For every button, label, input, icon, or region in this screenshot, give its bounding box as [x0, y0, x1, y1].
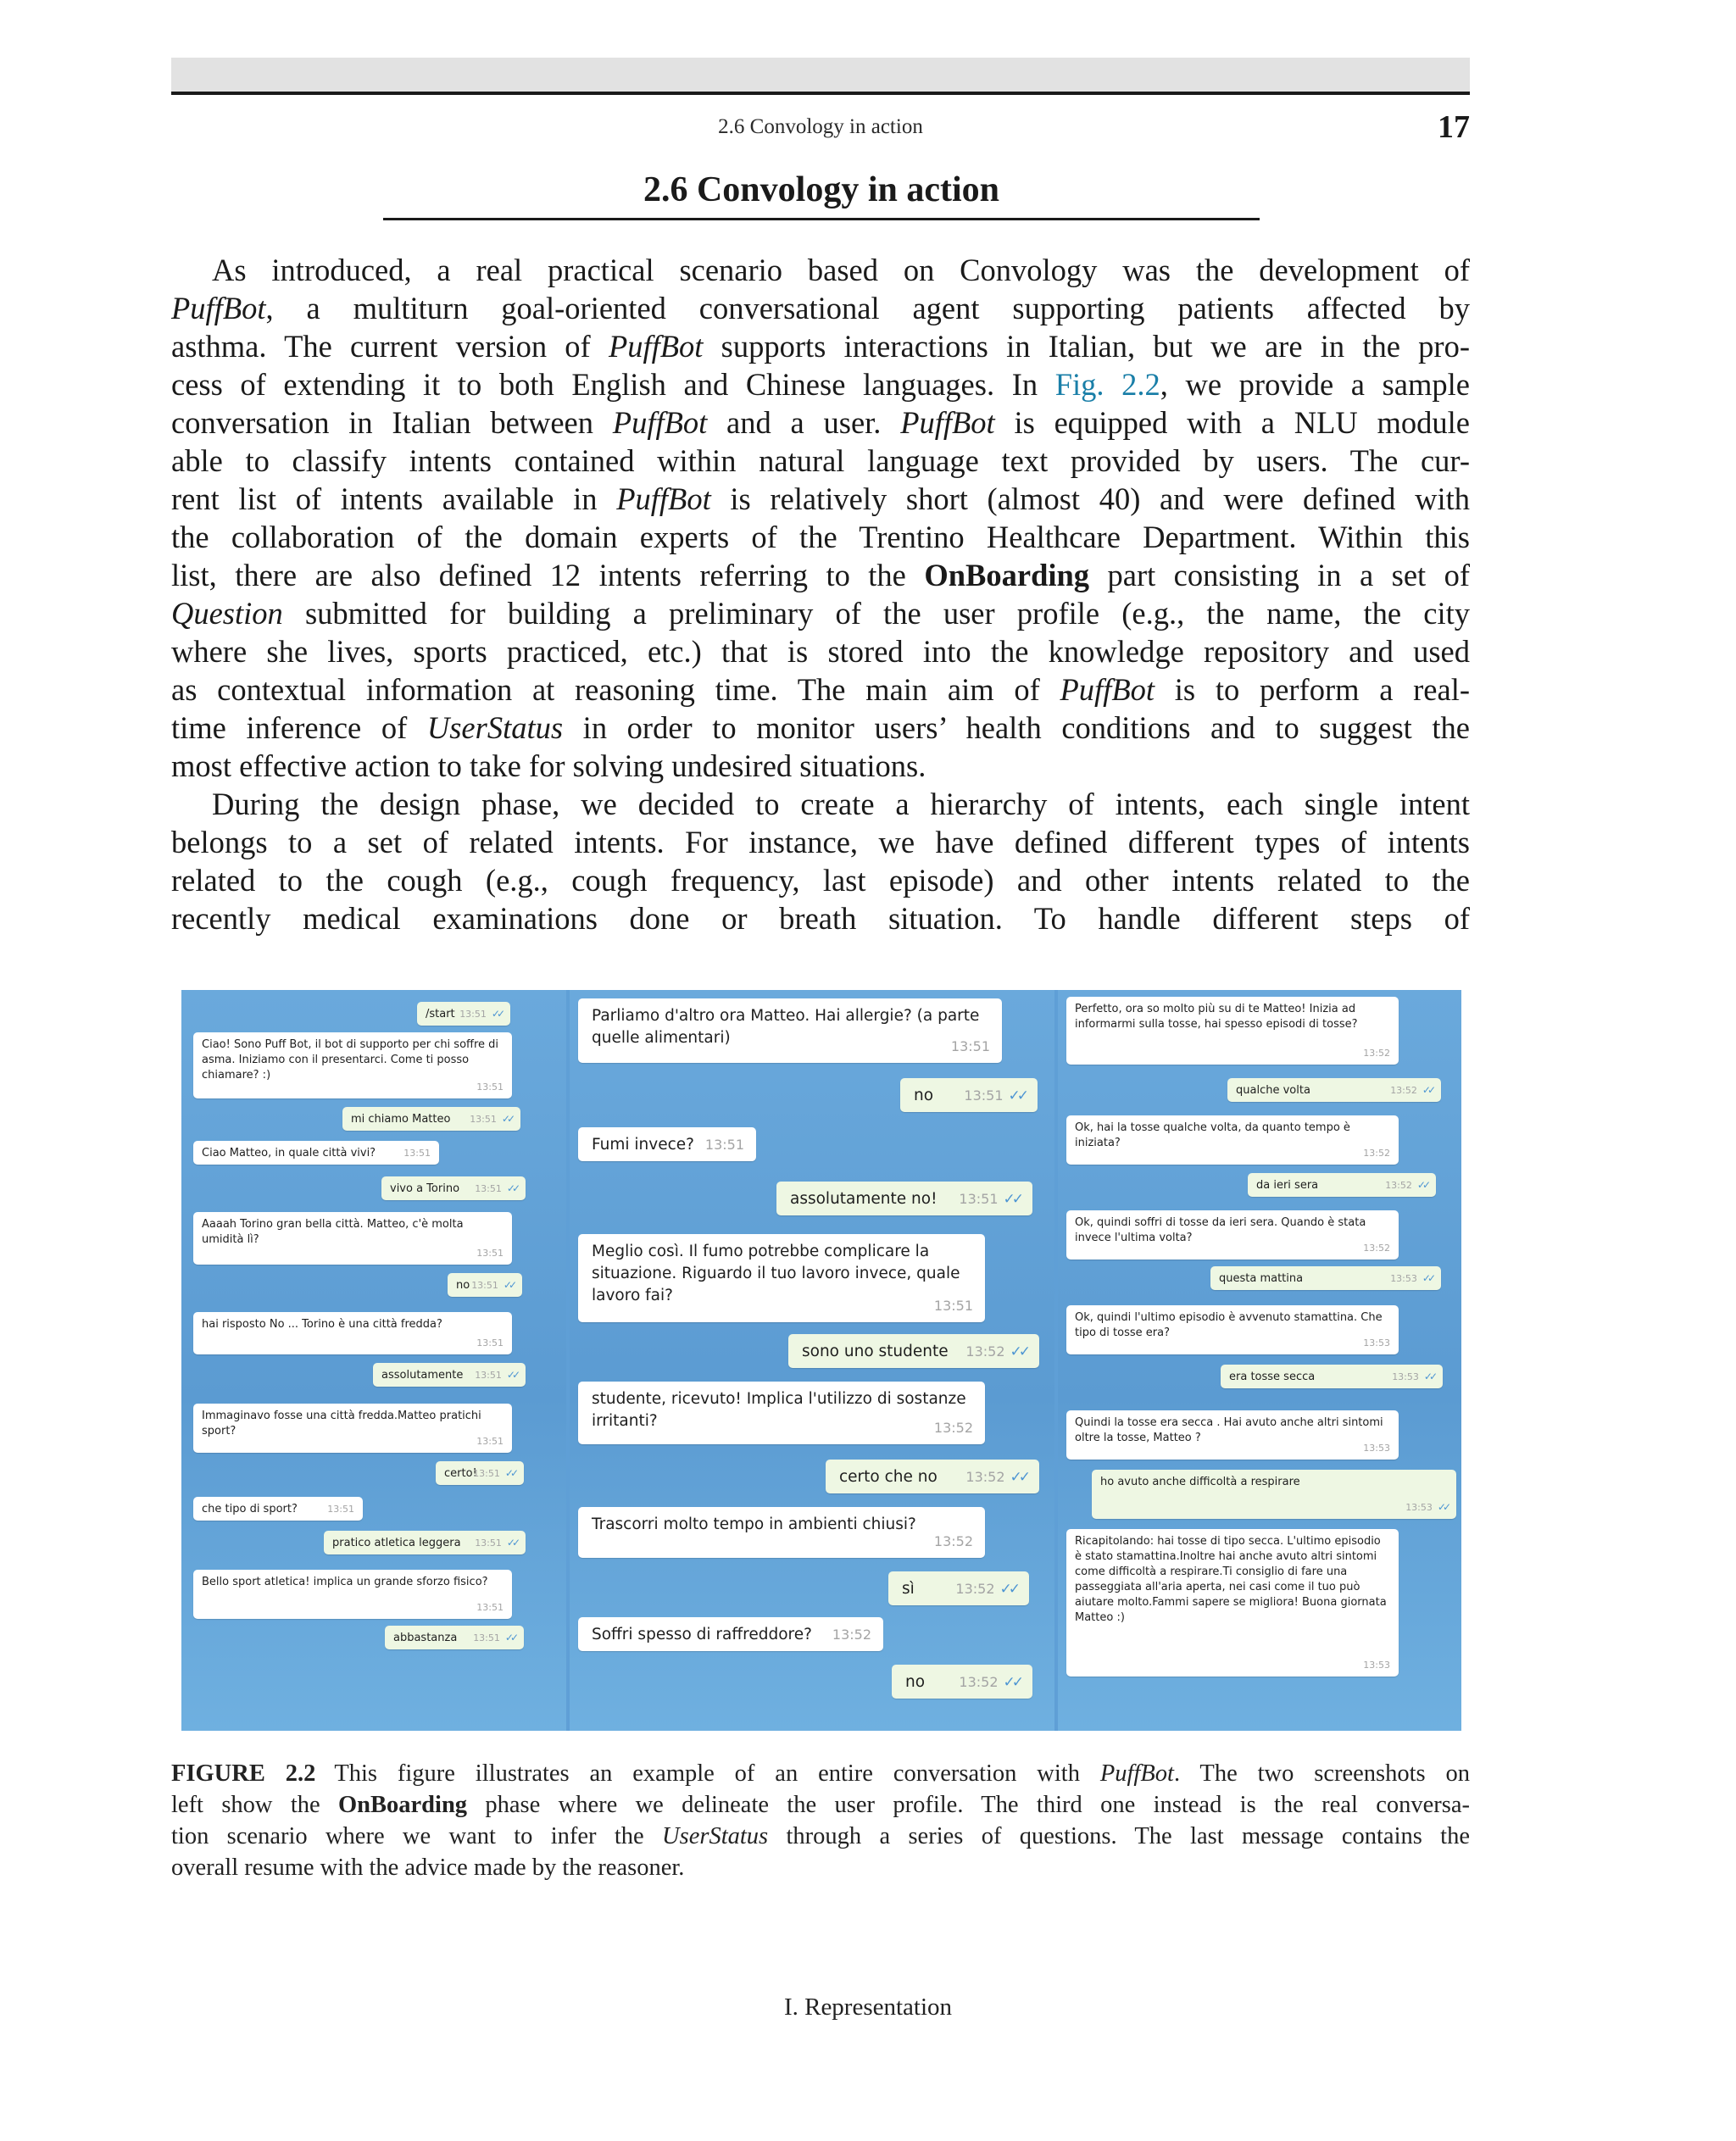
double-check-icon: ✓✓: [1010, 1343, 1027, 1360]
chat-message-user: [373, 1363, 526, 1387]
chat-message-text: questa mattina: [1219, 1272, 1304, 1285]
chat-message-user: [1221, 1365, 1443, 1388]
chat-message-time: 13:51: [475, 1183, 502, 1194]
chat-message-time: 13:51: [473, 1632, 500, 1643]
chat-message-meta: [964, 1085, 1026, 1107]
running-head: [171, 109, 1470, 146]
body-line: During the design phase, we decided to create a hierarchy of intents, each single intent: [212, 787, 1470, 821]
double-check-icon: ✓✓: [506, 1369, 517, 1381]
body-line: related to the cough (e.g., cough frequency, last episode) and other intents related to the: [171, 863, 1470, 898]
chat-message-meta: [959, 1671, 1021, 1693]
double-check-icon: ✓✓: [506, 1537, 517, 1549]
double-check-icon: ✓✓: [1422, 1084, 1433, 1096]
chat-message-text: qualche volta: [1236, 1084, 1310, 1097]
body-line: conversation in Italian between PuffBot and a user. PuffBot is equipped with a NLU module: [171, 405, 1471, 440]
chat-message-user: [900, 1078, 1038, 1112]
double-check-icon: ✓✓: [1003, 1674, 1021, 1691]
chat-message-user: [342, 1107, 520, 1131]
double-check-icon: ✓✓: [1422, 1272, 1433, 1284]
chat-message-text: certo!: [444, 1467, 477, 1480]
chat-message-text: Quindi la tosse era secca . Hai avuto anche altri sintomi oltre la tosse, Matteo ?: [1075, 1416, 1383, 1444]
chat-message-time: 13:52: [1363, 1243, 1390, 1254]
body-line: most effective action to take for solving undesired situations.: [171, 748, 926, 783]
chat-message-bot: [578, 1234, 985, 1322]
chat-message-user: [888, 1571, 1029, 1605]
chat-message-text: Perfetto, ora so molto più su di te Matteo! Inizia ad informarmi sulla tosse, hai spesso episodi di tosse?: [1075, 1003, 1358, 1031]
chat-message-meta: [1390, 1082, 1433, 1098]
chat-message-time: 13:52: [1385, 1180, 1412, 1191]
chat-message-time: 13:51: [475, 1370, 502, 1381]
body-line: asthma. The current version of PuffBot supports interactions in Italian, but we are in the pro-: [171, 329, 1470, 364]
chat-message-bot: [193, 1212, 512, 1265]
chat-message-time: 13:52: [965, 1469, 1005, 1485]
chat-message-text: Meglio così. Il fumo potrebbe complicare la situazione. Riguardo il tuo lavoro invece, quale lavoro fai?: [592, 1243, 960, 1304]
double-check-icon: ✓✓: [503, 1279, 514, 1291]
chat-message-time: 13:53: [1405, 1502, 1433, 1513]
chat-message-meta: [473, 1465, 515, 1482]
chat-message-time: 13:52: [965, 1343, 1005, 1360]
body-line: rent list of intents available in PuffBot is relatively short (almost 40) and were defined with: [171, 481, 1470, 516]
chat-message-bot: [578, 1507, 985, 1558]
chat-message-bot: [1066, 997, 1399, 1065]
double-check-icon: ✓✓: [1437, 1501, 1448, 1513]
chat-message-time: 13:51: [476, 1248, 504, 1259]
chat-message-meta: [473, 1630, 515, 1646]
chat-message-time: 13:52: [1363, 1148, 1390, 1159]
chat-message-meta: [475, 1181, 517, 1197]
chat-message-user: [324, 1531, 526, 1554]
chat-message-text: Ok, hai la tosse qualche volta, da quanto tempo è iniziata?: [1075, 1121, 1350, 1149]
chat-message-bot: [193, 1570, 512, 1619]
chat-message-meta: [965, 1341, 1027, 1363]
chat-message-meta: [476, 1336, 504, 1351]
chat-message-bot: [193, 1141, 439, 1165]
double-check-icon: ✓✓: [501, 1113, 512, 1125]
chat-message-time: 13:51: [403, 1148, 431, 1159]
caption-line: overall resume with the advice made by the reasoner.: [171, 1855, 685, 1881]
chat-message-text: /start: [426, 1008, 455, 1020]
body-line: PuffBot, a multiturn goal-oriented conversational agent supporting patients affected by: [171, 291, 1470, 325]
body-line: recently medical examinations done or breath situation. To handle different steps of: [171, 901, 1470, 936]
chat-message-bot: [1066, 1210, 1399, 1260]
chat-message-bot: [193, 1497, 363, 1521]
chat-message-bot: [1066, 1529, 1399, 1677]
chat-message-text: assolutamente no!: [790, 1190, 938, 1208]
chat-message-meta: [934, 1295, 973, 1317]
chat-message-meta: [403, 1146, 431, 1161]
chat-message-user: [776, 1182, 1032, 1215]
chat-message-text: Ciao! Sono Puff Bot, il bot di supporto per chi soffre di asma. Iniziamo con il presentarci. Come ti posso chiamare? :): [202, 1038, 499, 1082]
chat-message-user: [381, 1176, 526, 1200]
chat-message-time: 13:52: [832, 1627, 871, 1643]
caption-line: left show the OnBoarding phase where we delineate the user profile. The third one instead is the real conversa-: [171, 1792, 1470, 1818]
chat-message-time: 13:53: [1392, 1371, 1419, 1382]
chat-message-bot: [193, 1312, 512, 1354]
chat-message-time: 13:53: [1363, 1660, 1390, 1671]
chat-message-bot: [193, 1032, 512, 1098]
chat-message-meta: [1363, 1658, 1390, 1673]
chat-message-bot: [578, 1382, 985, 1444]
chat-screenshot-1: [181, 990, 566, 1731]
chat-message-time: 13:51: [933, 1298, 973, 1314]
double-check-icon: ✓✓: [1416, 1179, 1427, 1191]
figure-caption: [171, 1758, 1470, 1883]
body-line: where she lives, sports practiced, etc.) that is stored into the knowledge repository and used: [171, 634, 1470, 669]
body-line: time inference of UserStatus in order to monitor users’ health conditions and to suggest the: [171, 710, 1471, 745]
chat-message-meta: [476, 1080, 504, 1095]
chat-message-user: [1227, 1078, 1441, 1102]
body-text: [171, 251, 1470, 937]
chat-message-text: certo che no: [839, 1468, 938, 1486]
chat-message-user: [436, 1461, 524, 1485]
caption-label: FIGURE 2.2: [171, 1760, 316, 1787]
chat-message-time: 13:51: [476, 1436, 504, 1447]
chat-message-time: 13:51: [475, 1538, 502, 1549]
body-line: cess of extending it to both English and Chinese languages. In Fig. 2.2, we provide a sample: [171, 367, 1470, 402]
chat-message-meta: [1363, 1046, 1390, 1061]
double-check-icon: ✓✓: [506, 1182, 517, 1194]
chat-message-text: che tipo di sport?: [202, 1503, 298, 1515]
chat-message-user: [826, 1460, 1039, 1493]
chat-message-text: Parliamo d'altro ora Matteo. Hai allergie? (a parte quelle alimentari): [592, 1007, 980, 1047]
chat-message-text: era tosse secca: [1229, 1371, 1316, 1383]
chat-message-time: 13:51: [476, 1082, 504, 1093]
chat-message-text: Immaginavo fosse una città fredda.Matteo pratichi sport?: [202, 1410, 481, 1438]
chat-message-meta: [832, 1624, 871, 1646]
chat-message-text: da ieri sera: [1256, 1179, 1319, 1192]
page-number: 17: [1438, 109, 1470, 145]
chat-message-time: 13:51: [459, 1009, 487, 1020]
chat-message-time: 13:52: [933, 1533, 973, 1549]
chat-message-text: Ok, quindi l'ultimo episodio è avvenuto stamattina. Che tipo di tosse era?: [1075, 1311, 1383, 1339]
chat-message-meta: [965, 1466, 1027, 1488]
chat-message-meta: [476, 1600, 504, 1615]
chat-message-text: Ok, quindi soffri di tosse da ieri sera. Quando è stata invece l'ultima volta?: [1075, 1216, 1366, 1244]
double-check-icon: ✓✓: [999, 1581, 1017, 1598]
chat-message-time: 13:51: [964, 1087, 1004, 1104]
chat-message-text: Bello sport atletica! implica un grande sforzo fisico?: [202, 1576, 488, 1588]
chat-message-text: no: [456, 1279, 470, 1292]
double-check-icon: ✓✓: [504, 1467, 515, 1479]
running-title: 2.6 Convology in action: [718, 115, 923, 138]
chat-message-text: no: [905, 1673, 926, 1691]
chat-figure: [181, 990, 1461, 1731]
figure-reference-link[interactable]: Fig. 2.2: [1054, 367, 1160, 402]
chat-message-text: no: [914, 1087, 934, 1104]
chat-message-time: 13:52: [933, 1420, 973, 1436]
chat-message-time: 13:51: [471, 1280, 498, 1291]
caption-line: tion scenario where we want to infer the UserStatus through a series of questions. The last message contains the: [171, 1823, 1470, 1849]
chat-message-time: 13:51: [476, 1337, 504, 1349]
chat-message-bot: [578, 1127, 756, 1161]
header-bar: [171, 58, 1470, 92]
chat-message-time: 13:51: [950, 1038, 990, 1054]
chat-message-text: studente, ricevuto! Implica l'utilizzo di sostanze irritanti?: [592, 1390, 966, 1430]
chat-message-meta: [1363, 1241, 1390, 1256]
chat-message-time: 13:53: [1390, 1273, 1417, 1284]
chat-screenshot-3: [1058, 990, 1461, 1731]
body-line: As introduced, a real practical scenario based on Convology was the development of: [212, 253, 1470, 287]
chat-message-bot: [578, 998, 1002, 1063]
chat-message-user: [892, 1665, 1032, 1699]
chat-message-time: 13:51: [473, 1468, 500, 1479]
chat-message-meta: [705, 1134, 744, 1156]
double-check-icon: ✓✓: [1423, 1371, 1434, 1382]
double-check-icon: ✓✓: [1003, 1191, 1021, 1208]
section-title-underline: [383, 218, 1260, 220]
chat-message-text: assolutamente: [381, 1369, 464, 1382]
chat-message-meta: [476, 1434, 504, 1449]
chat-message-time: 13:52: [1390, 1085, 1417, 1096]
chat-message-user: [1210, 1266, 1441, 1290]
chat-message-text: Soffri spesso di raffreddore?: [592, 1626, 812, 1643]
chat-message-meta: [471, 1277, 514, 1293]
header-rule: [171, 92, 1470, 95]
double-check-icon: ✓✓: [504, 1632, 515, 1643]
chat-message-time: 13:51: [476, 1602, 504, 1613]
body-line: list, there are also defined 12 intents referring to the OnBoarding part consisting in a set of: [171, 558, 1470, 592]
chat-message-meta: [1363, 1146, 1390, 1161]
chat-message-user: [1092, 1470, 1456, 1519]
body-line: the collaboration of the domain experts of the Trentino Healthcare Department. Within this: [171, 520, 1470, 554]
chat-message-bot: [1066, 1115, 1399, 1165]
chat-message-meta: [327, 1502, 354, 1517]
chat-message-bot: [1066, 1305, 1399, 1354]
chat-message-meta: [470, 1111, 512, 1127]
chat-message-meta: [1385, 1177, 1427, 1193]
double-check-icon: ✓✓: [491, 1008, 502, 1020]
chat-message-meta: [934, 1531, 973, 1553]
body-line: belongs to a set of related intents. For instance, we have defined different types of intents: [171, 825, 1470, 859]
chat-message-time: 13:51: [327, 1504, 354, 1515]
chat-message-meta: [475, 1535, 517, 1551]
chat-message-meta: [1363, 1336, 1390, 1351]
chat-screenshot-2: [570, 990, 1054, 1731]
chat-message-text: hai risposto No ... Torino è una città fredda?: [202, 1318, 442, 1331]
chat-message-text: Fumi invece?: [592, 1136, 694, 1154]
chat-message-meta: [951, 1036, 990, 1058]
chat-message-time: 13:51: [704, 1137, 744, 1153]
chat-message-time: 13:51: [959, 1191, 999, 1207]
chat-message-time: 13:52: [1363, 1048, 1390, 1059]
chat-message-user: [1248, 1173, 1436, 1197]
chat-message-time: 13:52: [959, 1674, 999, 1690]
chat-message-text: sono uno studente: [802, 1343, 949, 1360]
chat-message-text: sì: [902, 1580, 915, 1598]
chat-message-text: Ciao Matteo, in quale città vivi?: [202, 1147, 376, 1159]
chat-message-user: [448, 1273, 522, 1297]
chat-message-text: pratico atletica leggera: [332, 1537, 461, 1549]
chat-message-text: vivo a Torino: [390, 1182, 460, 1195]
body-line: Question submitted for building a preliminary of the user profile (e.g., the name, the city: [171, 596, 1470, 631]
chat-message-meta: [476, 1246, 504, 1261]
chat-message-text: mi chiamo Matteo: [351, 1113, 451, 1126]
chat-message-meta: [1392, 1369, 1434, 1385]
body-line: able to classify intents contained within natural language text provided by users. The cur-: [171, 443, 1470, 478]
chat-message-text: Aaaah Torino gran bella città. Matteo, c'è molta umidità lì?: [202, 1218, 464, 1246]
double-check-icon: ✓✓: [1010, 1469, 1027, 1486]
chat-message-meta: [1363, 1441, 1390, 1456]
chat-message-meta: [1390, 1271, 1433, 1287]
body-line: as contextual information at reasoning time. The main aim of PuffBot is to perform a real-: [171, 672, 1471, 707]
page-footer: I. Representation: [783, 1994, 953, 2021]
chat-message-time: 13:51: [470, 1114, 497, 1125]
chat-message-meta: [475, 1367, 517, 1383]
chat-message-text: Ricapitolando: hai tosse di tipo secca. L'ultimo episodio è stato stamattina.Inoltre hai anche avuto altri sintomi come difficoltà a respirare.Ti consiglio di fare una passeggiata all'aria aperta, nei casi come il tuo può aiutare molto.Fammi sapere se migliora! Buona giornata Matteo :): [1075, 1535, 1387, 1624]
chat-message-bot: [193, 1404, 512, 1453]
chat-message-meta: [959, 1188, 1021, 1210]
chat-message-meta: [955, 1578, 1017, 1600]
chat-message-bot: [1066, 1410, 1399, 1460]
chat-message-meta: [934, 1417, 973, 1439]
chat-message-time: 13:52: [955, 1581, 995, 1597]
chat-message-text: Trascorri molto tempo in ambienti chiusi?: [592, 1515, 916, 1533]
caption-line: FIGURE 2.2 This figure illustrates an example of an entire conversation with PuffBot. The two screenshots on: [171, 1760, 1470, 1787]
chat-message-user: [417, 1002, 510, 1026]
chat-message-meta: [459, 1006, 502, 1022]
chat-message-text: abbastanza: [393, 1632, 458, 1644]
chat-message-time: 13:53: [1363, 1443, 1390, 1454]
chat-message-time: 13:53: [1363, 1337, 1390, 1349]
chat-message-user: [385, 1626, 524, 1649]
chat-message-user: [788, 1334, 1039, 1368]
chat-message-bot: [578, 1617, 883, 1651]
chat-message-text: ho avuto anche difficoltà a respirare: [1100, 1476, 1300, 1488]
section-title: 2.6 Convology in action: [643, 170, 1000, 209]
chat-message-meta: [1405, 1499, 1448, 1515]
double-check-icon: ✓✓: [1008, 1087, 1026, 1104]
